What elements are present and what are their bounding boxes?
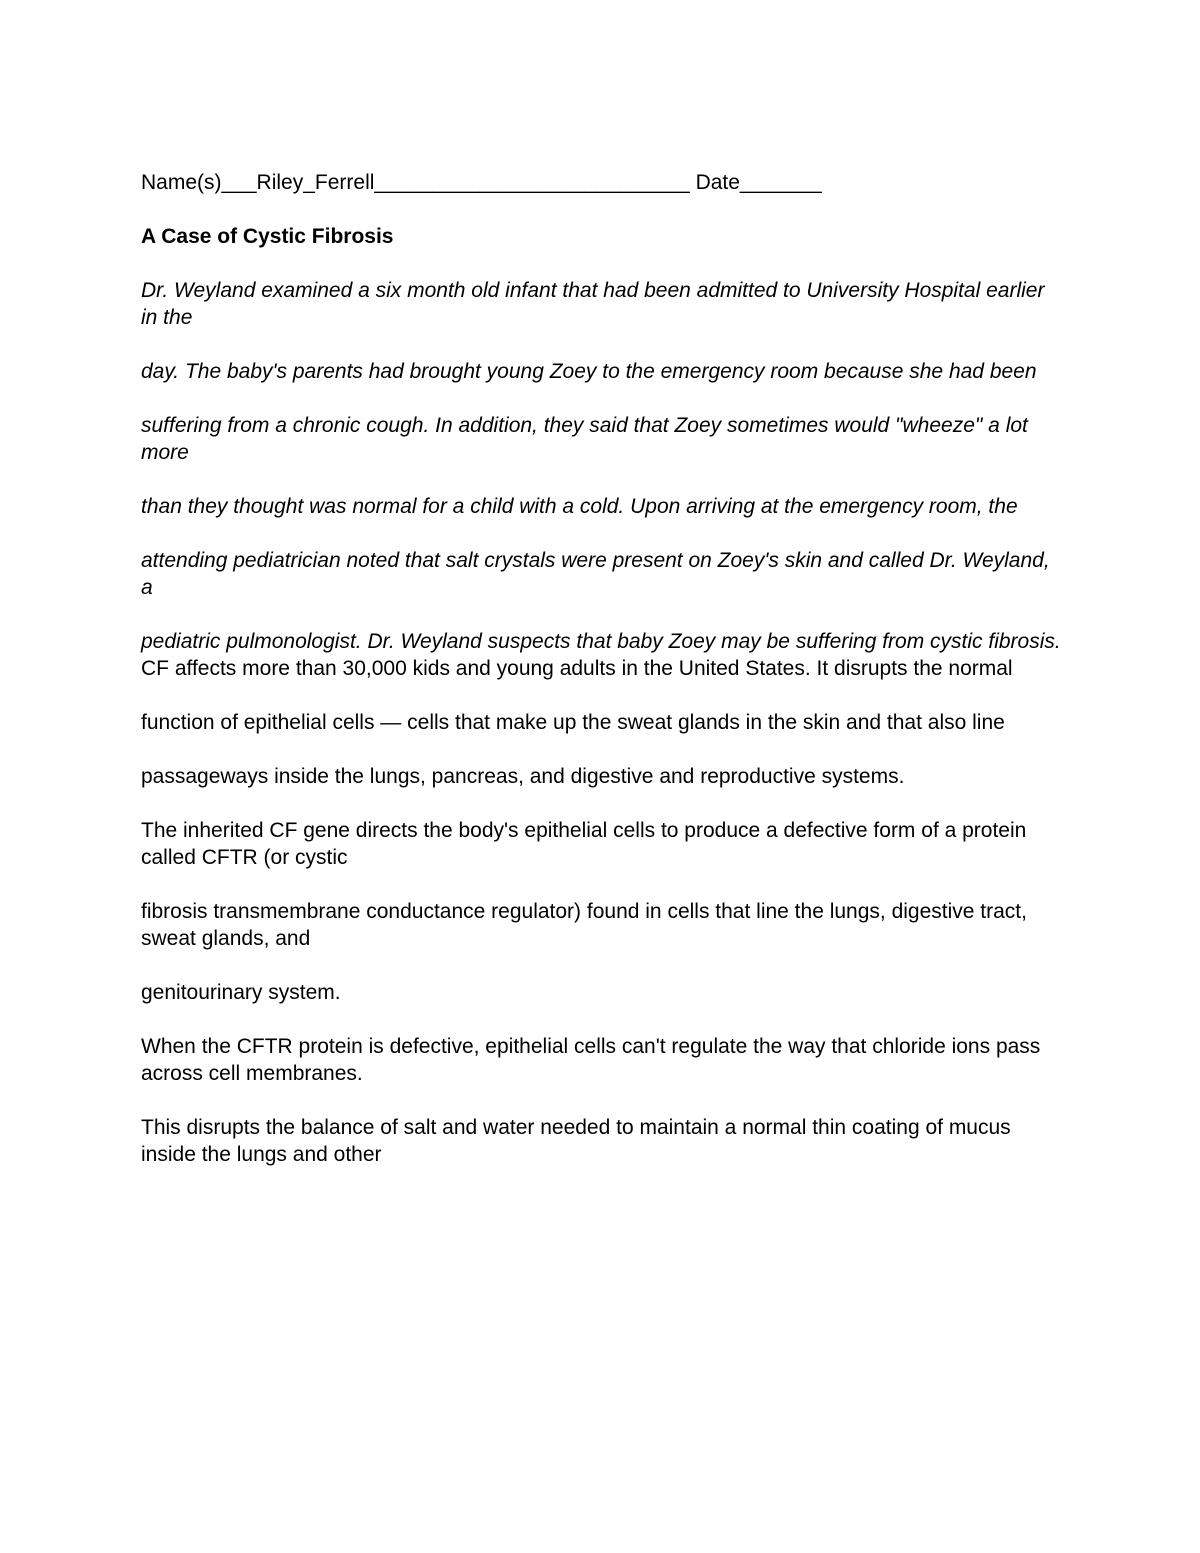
info-paragraph: The inherited CF gene directs the body's epithelial cells to produce a defective form of a protein called CFTR (or cystic bbox=[141, 819, 1027, 869]
case-paragraph: than they thought was normal for a child with a cold. Upon arriving at the emergency room, the bbox=[141, 495, 1018, 518]
case-narrative bbox=[141, 277, 1061, 655]
case-paragraph: attending pediatrician noted that salt crystals were present on Zoey's skin and called Dr. Weyland, a bbox=[141, 549, 1050, 599]
info-paragraph: passageways inside the lungs, pancreas, and digestive and reproductive systems. bbox=[141, 765, 905, 788]
document-title: A Case of Cystic Fibrosis bbox=[141, 225, 394, 248]
info-paragraph: This disrupts the balance of salt and water needed to maintain a normal thin coating of mucus inside the lungs and other bbox=[141, 1116, 1011, 1166]
info-paragraph: When the CFTR protein is defective, epithelial cells can't regulate the way that chloride ions pass across cell membranes. bbox=[141, 1035, 1041, 1085]
info-paragraph: CF affects more than 30,000 kids and young adults in the United States. It disrupts the normal bbox=[141, 657, 1013, 680]
document-body bbox=[141, 169, 1061, 1168]
background-info bbox=[141, 655, 1061, 1168]
info-paragraph: fibrosis transmembrane conductance regulator) found in cells that line the lungs, digestive tract, sweat glands, and bbox=[141, 900, 1027, 950]
info-paragraph: genitourinary system. bbox=[141, 981, 341, 1004]
case-paragraph: Dr. Weyland examined a six month old infant that had been admitted to University Hospital earlier in the bbox=[141, 279, 1045, 329]
case-paragraph: pediatric pulmonologist. Dr. Weyland suspects that baby Zoey may be suffering from cystic fibrosis. bbox=[141, 630, 1061, 653]
case-paragraph: suffering from a chronic cough. In addition, they said that Zoey sometimes would "wheeze" a lot more bbox=[141, 414, 1028, 464]
case-paragraph: day. The baby's parents had brought young Zoey to the emergency room because she had been bbox=[141, 360, 1037, 383]
info-paragraph: function of epithelial cells — cells that make up the sweat glands in the skin and that also line bbox=[141, 711, 1005, 734]
name-date-line: Name(s)___Riley_Ferrell___________________________ Date_______ bbox=[141, 171, 822, 194]
